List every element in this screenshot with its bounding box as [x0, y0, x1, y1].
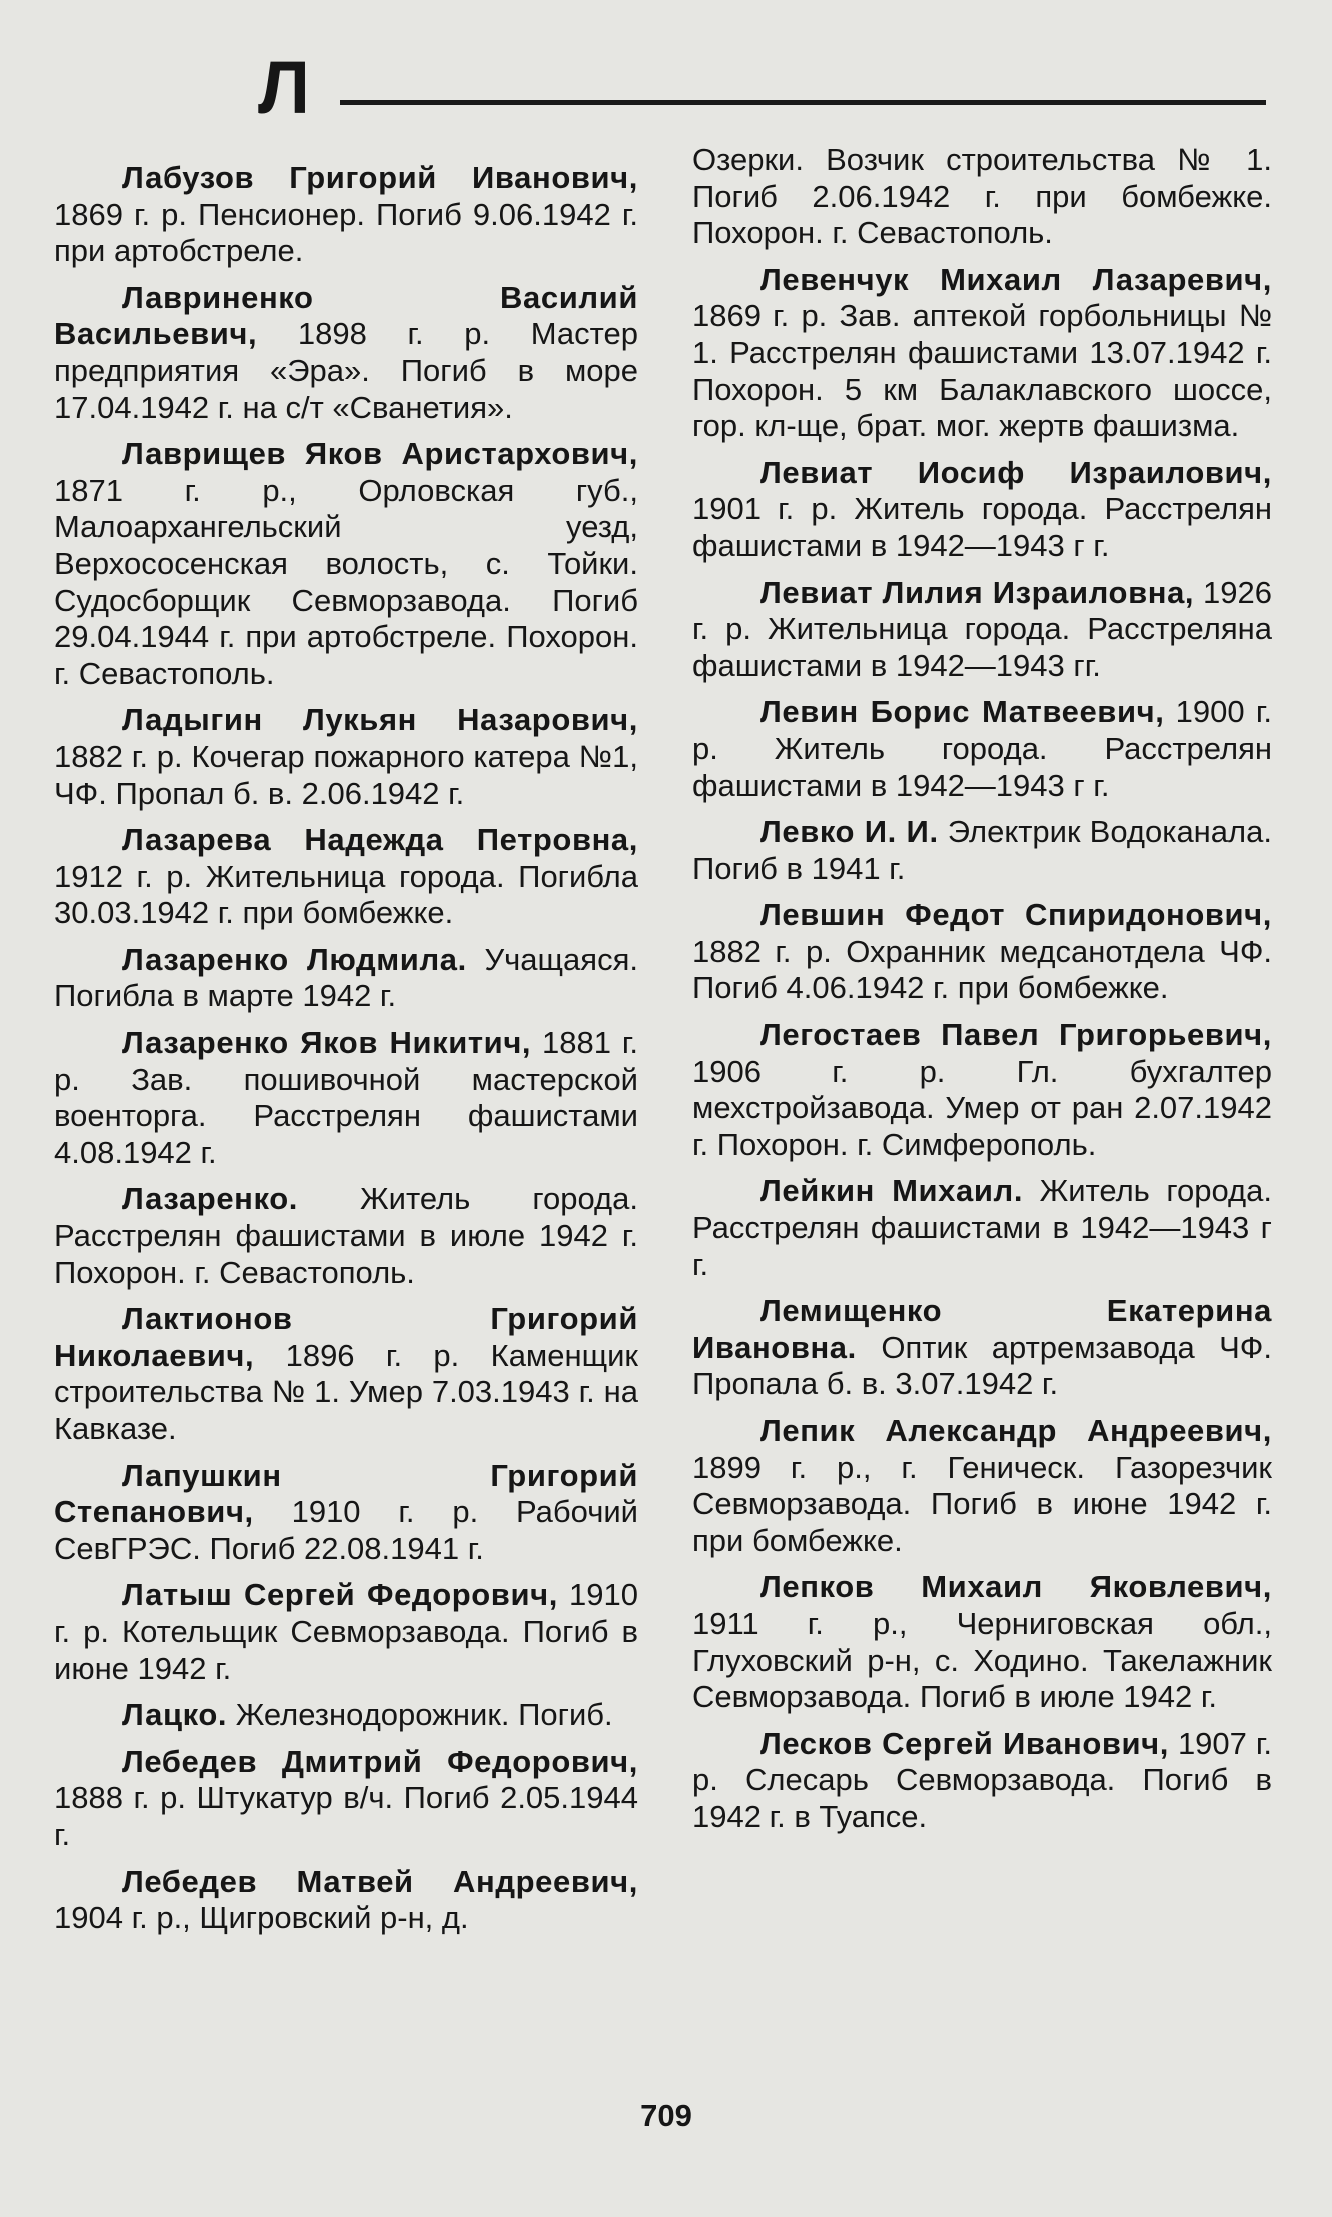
continued-entry: Озерки. Возчик строительства № 1. Погиб 2.06.1942 г. при бомбежке. Похорон. г. Севастополь.: [692, 142, 1272, 251]
entry-text: 1901 г. р. Житель города. Расстрелян фашистами в 1942—1943 г г.: [692, 491, 1272, 563]
entry: [692, 897, 1272, 1007]
entry: [54, 436, 638, 692]
entry: [692, 575, 1272, 685]
entry: [692, 1173, 1272, 1283]
entry-text: 1906 г. р. Гл. бухгалтер мехстройзавода. Умер от ран 2.07.1942 г. Похорон. г. Симферополь.: [692, 1053, 1272, 1162]
entry-name: Лазарева Надежда Петровна,: [122, 822, 638, 858]
entry-name: Ладыгин Лукьян Назарович,: [122, 702, 638, 738]
entry: [54, 1301, 638, 1447]
entry-text: Электрик Водоканала. Погиб в 1941 г.: [692, 814, 1272, 886]
entry: [54, 702, 638, 812]
entry: [54, 942, 638, 1015]
entry-name: Латыш Сергей Федорович,: [122, 1577, 558, 1613]
entry: [54, 1744, 638, 1854]
entry-name: Лаврищев Яков Аристархович,: [122, 436, 638, 472]
entry-name: Лепков Михаил Яковлевич,: [760, 1569, 1272, 1605]
entry-text: 1907 г. р. Слесарь Севморзавода. Погиб в 1942 г. в Туапсе.: [692, 1725, 1273, 1834]
section-letter: Л: [258, 46, 312, 129]
entry-name: Левиат Иосиф Израилович,: [760, 454, 1272, 490]
entry-name: Легостаев Павел Григорьевич,: [760, 1017, 1272, 1053]
entry-text: 1899 г. р., г. Геническ. Газорезчик Севморзавода. Погиб в июне 1942 г. при бомбежке.: [692, 1449, 1272, 1558]
entry: [54, 1697, 638, 1734]
entry: [692, 1017, 1272, 1163]
entry-text: 1871 г. р., Орловская губ., Малоархангельский уезд, Верхососенская волость, с. Тойки. Судосборщик Севморзавода. Погиб 29.04.1944 г. при артобстреле. Похорон. г. Севастополь.: [54, 472, 638, 691]
entry-text: 1910 г. р. Котельщик Севморзавода. Погиб в июне 1942 г.: [54, 1577, 638, 1686]
entry: [692, 1726, 1272, 1836]
entry: [54, 1181, 638, 1291]
entry: [692, 1569, 1272, 1715]
entry-name: Лазаренко.: [122, 1181, 298, 1217]
entry-name: Лапушкин Григорий Степанович,: [54, 1457, 638, 1530]
entry-text: Учащаяся. Погибла в марте 1942 г.: [54, 941, 638, 1014]
entry: [692, 262, 1272, 445]
entry-name: Левиат Лилия Израиловна,: [760, 574, 1195, 610]
page-number: 709: [640, 2098, 692, 2133]
entry-name: Лазаренко Людмила.: [122, 941, 467, 977]
entry-name: Лесков Сергей Иванович,: [760, 1725, 1169, 1761]
entry-text: 1912 г. р. Жительница города. Погибла 30.03.1942 г. при бомбежке.: [54, 858, 638, 931]
entry-name: Лебедев Матвей Андреевич,: [122, 1863, 638, 1899]
entry-text: Житель города. Расстрелян фашистами в июле 1942 г. Похорон. г. Севастополь.: [54, 1181, 638, 1290]
entry: [692, 1413, 1272, 1559]
entry-text: 1896 г. р. Каменщик строительства № 1. Умер 7.03.1943 г. на Кавказе.: [54, 1337, 638, 1446]
entry: [54, 1458, 638, 1568]
entry: [692, 455, 1272, 565]
entry-name: Лактионов Григорий Николаевич,: [54, 1301, 638, 1373]
entry-name: Лабузов Григорий Иванович,: [122, 160, 638, 195]
right-column-entries: [692, 262, 1272, 1836]
entry-name: Лепик Александр Андреевич,: [760, 1413, 1272, 1448]
entry-text: 1911 г. р., Черниговская обл., Глуховский р-н, с. Ходино. Такелажник Севморзавода. Погиб в июле 1942 г.: [692, 1605, 1272, 1715]
entry: [54, 1864, 638, 1937]
entry-name: Лейкин Михаил.: [760, 1173, 1024, 1209]
entry: [54, 280, 638, 426]
entry-text: 1882 г. р. Кочегар пожарного катера №1, ЧФ. Пропал б. в. 2.06.1942 г.: [54, 738, 638, 811]
entry-name: Лебедев Дмитрий Федорович,: [122, 1743, 638, 1779]
entry: [54, 1577, 638, 1687]
entry-text: Житель города. Расстрелян фашистами в 1942—1943 г г.: [692, 1173, 1272, 1282]
entry-name: Левшин Федот Спиридонович,: [760, 897, 1272, 933]
entry-text: 1869 г. р. Зав. аптекой горбольницы № 1. Расстрелян фашистами 13.07.1942 г. Похорон. 5 км Балаклавского шоссе, гор. кл-ще, брат. мог. жертв фашизма.: [692, 298, 1272, 444]
entry: [54, 822, 638, 932]
header-rule: [340, 100, 1266, 105]
entry-text: 1900 г. р. Житель города. Расстрелян фашистами в 1942—1943 г г.: [692, 694, 1273, 803]
entry: [692, 1293, 1272, 1403]
entry-text: 1926 г. р. Жительница города. Расстреляна фашистами в 1942—1943 гг.: [692, 574, 1272, 683]
entry: [54, 1025, 638, 1171]
entry-name: Лемищенко Екатерина Ивановна.: [692, 1293, 1272, 1365]
entry: [692, 694, 1272, 804]
entry-text: Железнодорожник. Погиб.: [227, 1697, 613, 1733]
entry: [692, 814, 1272, 887]
entry-name: Левенчук Михаил Лазаревич,: [760, 261, 1272, 297]
entry-name: Левин Борис Матвеевич,: [760, 694, 1165, 730]
entry-text: 1910 г. р. Рабочий СевГРЭС. Погиб 22.08.1941 г.: [54, 1494, 638, 1566]
entry-name: Лазаренко Яков Никитич,: [122, 1025, 532, 1061]
entry: [54, 160, 638, 270]
right-column: [692, 142, 1272, 1846]
entry-text: 1881 г. р. Зав. пошивочной мастерской военторга. Расстрелян фашистами 4.08.1942 г.: [54, 1025, 638, 1170]
entry-text: 1882 г. р. Охранник медсанотдела ЧФ. Погиб 4.06.1942 г. при бомбежке.: [692, 933, 1272, 1006]
left-column: [54, 160, 638, 1947]
entry-text: 1898 г. р. Мастер предприятия «Эра». Погиб в море 17.04.1942 г. на с/т «Сванетия».: [54, 316, 638, 425]
entry-text: 1869 г. р. Пенсионер. Погиб 9.06.1942 г. при артобстреле.: [54, 196, 638, 269]
entry-name: Левко И. И.: [760, 814, 939, 850]
entry-text: 1904 г. р., Щигровский р-н, д.: [54, 1900, 469, 1936]
entry-text: 1888 г. р. Штукатур в/ч. Погиб 2.05.1944 г.: [54, 1780, 638, 1852]
entry-name: Лацко.: [122, 1697, 228, 1733]
entry-text: Оптик артремзавода ЧФ. Пропала б. в. 3.07.1942 г.: [692, 1329, 1272, 1402]
section-header: [258, 48, 1268, 128]
entry-name: Лавриненко Василий Васильевич,: [54, 279, 638, 352]
